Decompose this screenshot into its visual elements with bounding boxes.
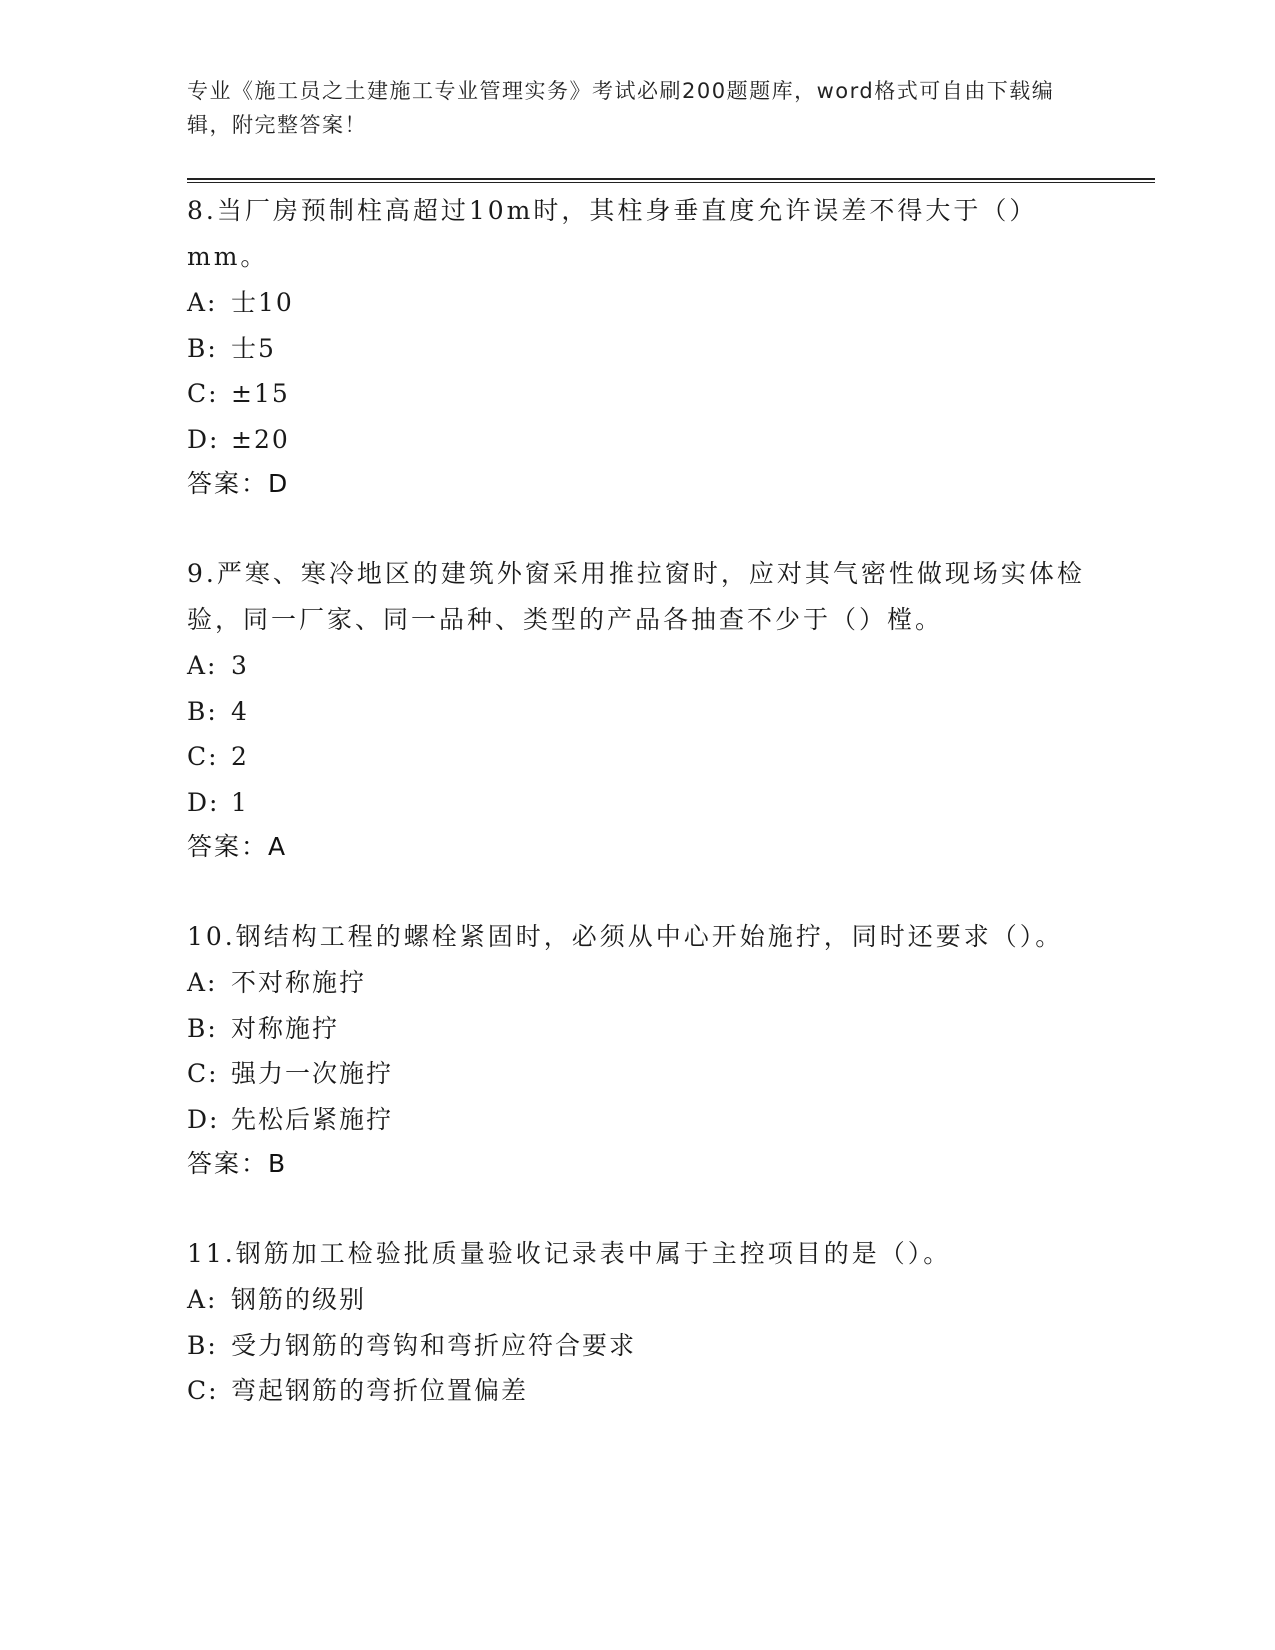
header-rule-thin <box>187 182 1155 183</box>
option-b <box>187 1006 1087 1052</box>
option-d <box>187 417 1087 463</box>
option-label: C: <box>187 1059 219 1088</box>
document-header: 专业《施工员之土建施工专业管理实务》考试必刷200题题库，word格式可自由下载编辑，附完整答案！ <box>187 79 1055 137</box>
option-label: A: <box>187 651 218 680</box>
option-text: 3 <box>231 651 249 680</box>
option-label: B: <box>187 696 218 726</box>
header-rule-thick <box>187 178 1155 180</box>
question-8 <box>187 188 1087 506</box>
option-b <box>187 689 1087 735</box>
question-text: 8.当厂房预制柱高超过10m时，其柱身垂直度允许误差不得大于（）mm。 <box>187 196 1038 271</box>
option-text: 受力钢筋的弯钩和弯折应符合要求 <box>231 1330 637 1360</box>
option-c <box>187 1051 1087 1097</box>
option-text: ±15 <box>231 379 290 408</box>
option-b <box>187 1323 1087 1369</box>
option-text: 对称施拧 <box>231 1013 340 1043</box>
option-label: D: <box>187 424 220 454</box>
option-label: C: <box>187 1376 219 1405</box>
option-label: A: <box>187 968 218 997</box>
option-label: B: <box>187 1330 218 1360</box>
option-a <box>187 960 1087 1006</box>
option-text: 不对称施拧 <box>231 968 367 997</box>
option-label: C: <box>187 742 219 771</box>
option-c <box>187 371 1087 417</box>
option-d <box>187 1097 1087 1143</box>
answer-line: 答案：B <box>187 1149 288 1178</box>
option-text: 强力一次施拧 <box>231 1059 394 1088</box>
option-c <box>187 734 1087 780</box>
option-d <box>187 780 1087 826</box>
option-text: 4 <box>231 696 249 726</box>
answer-line: 答案：A <box>187 832 288 861</box>
option-text: 士10 <box>231 288 294 317</box>
question-9 <box>187 551 1087 869</box>
question-10 <box>187 914 1087 1186</box>
question-11 <box>187 1231 1087 1414</box>
option-c <box>187 1368 1087 1414</box>
option-label: D: <box>187 1104 220 1134</box>
option-text: 2 <box>231 742 249 771</box>
question-text: 9.严寒、寒冷地区的建筑外窗采用推拉窗时，应对其气密性做现场实体检验，同一厂家、同一品种、类型的产品各抽查不少于（）樘。 <box>187 559 1085 634</box>
question-text: 11.钢筋加工检验批质量验收记录表中属于主控项目的是（）。 <box>187 1239 952 1268</box>
option-label: D: <box>187 787 220 817</box>
option-b <box>187 326 1087 372</box>
option-text: ±20 <box>231 424 290 454</box>
option-text: 1 <box>231 787 249 817</box>
option-text: 先松后紧施拧 <box>231 1104 394 1134</box>
option-label: B: <box>187 1013 218 1043</box>
option-label: B: <box>187 333 218 363</box>
option-text: 弯起钢筋的弯折位置偏差 <box>231 1376 529 1405</box>
option-a <box>187 643 1087 689</box>
option-label: A: <box>187 288 218 317</box>
question-list <box>187 188 1087 1459</box>
option-a <box>187 1277 1087 1323</box>
option-label: C: <box>187 379 219 408</box>
answer-line: 答案：D <box>187 469 290 498</box>
option-a <box>187 280 1087 326</box>
question-text: 10.钢结构工程的螺栓紧固时，必须从中心开始施拧，同时还要求（）。 <box>187 922 1064 951</box>
option-text: 钢筋的级别 <box>231 1285 367 1314</box>
option-text: 士5 <box>231 333 276 363</box>
option-label: A: <box>187 1285 218 1314</box>
